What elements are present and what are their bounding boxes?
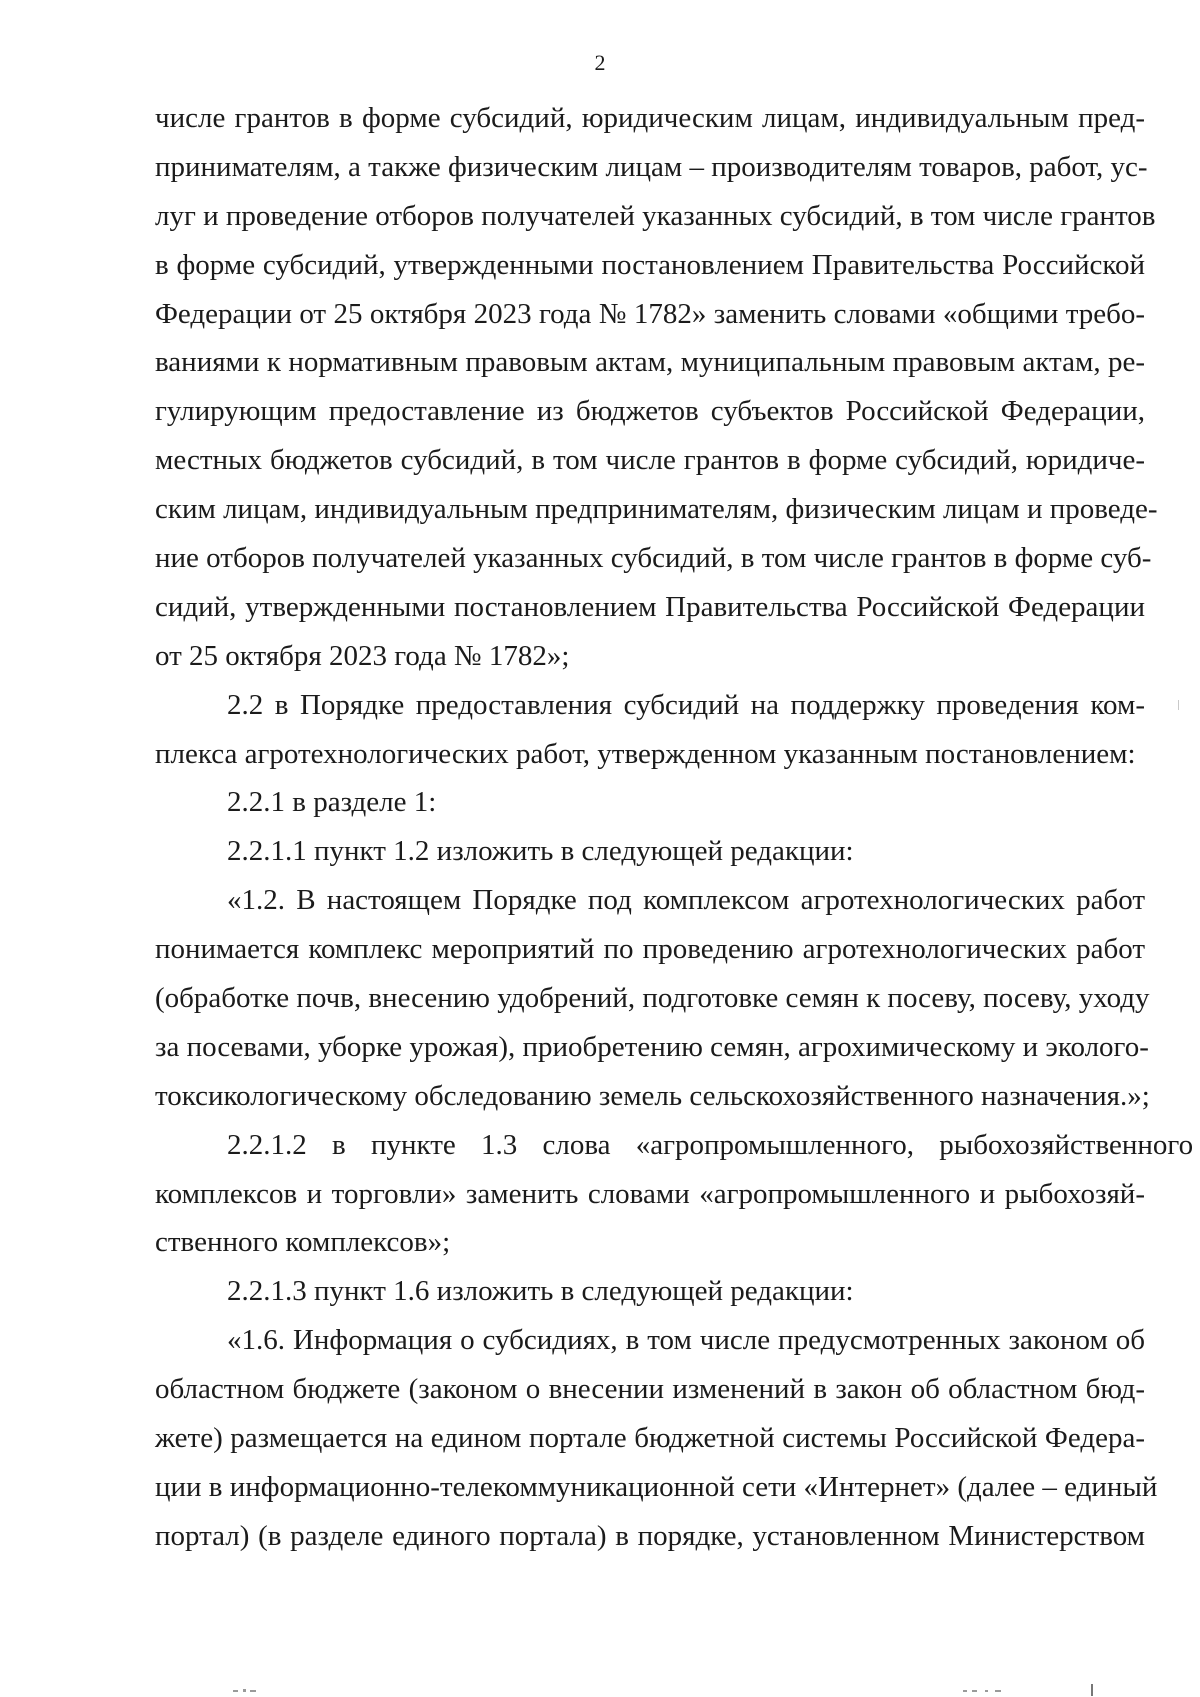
text-line: местных бюджетов субсидий, в том числе грантов в форме субсидий, юридиче- (155, 444, 1145, 477)
scan-artifact-bottom-left (243, 1689, 246, 1692)
text-line: принимателям, а также физическим лицам – производителям товаров, работ, ус- (155, 150, 1148, 183)
document-body (155, 94, 1194, 1561)
scan-artifact-right-margin (1178, 700, 1179, 710)
text-line: числе грантов в форме субсидий, юридическим лицам, индивидуальным пред- (155, 102, 1145, 134)
text-line: от 25 октября 2023 года № 1782»; (155, 639, 570, 672)
scan-artifact-bottom-left (250, 1690, 256, 1692)
text-line: областном бюджете (законом о внесении изменений в закон об областном бюд- (155, 1373, 1145, 1406)
text-line: ции в информационно-телекоммуникационной сети «Интернет» (далее – единый (155, 1470, 1158, 1503)
text-line: луг и проведение отборов получателей указанных субсидий, в том числе грантов (155, 199, 1156, 232)
text-line: Федерации от 25 октября 2023 года № 1782» заменить словами «общими требо- (155, 297, 1145, 330)
paragraph-2-2-1: 2.2.1 в разделе 1: (227, 786, 437, 819)
text-line: понимается комплекс мероприятий по проведению агротехнологических работ (155, 933, 1145, 966)
text-line: ским лицам, индивидуальным предпринимателям, физическим лицам и проведе- (155, 493, 1158, 526)
text-line: ственного комплексов»; (155, 1226, 451, 1259)
text-line: за посевами, уборке урожая), приобретению семян, агрохимическому и эколого- (155, 1030, 1149, 1063)
scan-artifact-bottom-right (995, 1690, 1001, 1692)
scan-artifact-bottom-right (985, 1690, 988, 1692)
paragraph-2-2-start: 2.2 в Порядке предоставления субсидий на поддержку проведения ком- (227, 688, 1145, 721)
text-line: портал) (в разделе единого портала) в порядке, установленном Министерством (155, 1519, 1145, 1552)
paragraph-2-2-1-1: 2.2.1.1 пункт 1.2 изложить в следующей редакции: (227, 835, 854, 868)
text-line: плекса агротехнологических работ, утвержденном указанным постановлением: (155, 737, 1136, 770)
paragraph-1-2-start: «1.2. В настоящем Порядке под комплексом агротехнологических работ (227, 884, 1145, 917)
text-line: сидий, утвержденными постановлением Правительства Российской Федерации (155, 590, 1145, 623)
text-line: жете) размещается на едином портале бюджетной системы Российской Федера- (155, 1422, 1145, 1455)
paragraph-2-2-1-2-start: 2.2.1.2 в пункте 1.3 слова «агропромышленного, рыбохозяйственного (227, 1128, 1194, 1161)
paragraph-1-6-start: «1.6. Информация о субсидиях, в том числе предусмотренных законом об (227, 1324, 1145, 1357)
text-line: токсикологическому обследованию земель сельскохозяйственного назначения.»; (155, 1079, 1150, 1112)
paragraph-2-2-1-3: 2.2.1.3 пункт 1.6 изложить в следующей редакции: (227, 1275, 854, 1308)
scan-artifact-bottom-right (1091, 1684, 1093, 1696)
text-line: гулирующим предоставление из бюджетов субъектов Российской Федерации, (155, 395, 1145, 428)
text-line: комплексов и торговли» заменить словами «агропромышленного и рыбохозяй- (155, 1177, 1145, 1210)
scan-artifact-bottom-right (963, 1690, 967, 1692)
scan-artifact-bottom-left (233, 1690, 238, 1692)
scan-artifact-bottom-right (972, 1690, 977, 1692)
text-line: ваниями к нормативным правовым актам, муниципальным правовым актам, ре- (155, 346, 1145, 379)
text-line: в форме субсидий, утвержденными постановлением Правительства Российской (155, 248, 1145, 281)
page-number: 2 (594, 50, 606, 75)
text-line: ние отборов получателей указанных субсидий, в том числе грантов в форме суб- (155, 542, 1152, 575)
text-line: (обработке почв, внесению удобрений, подготовке семян к посеву, посеву, уходу (155, 982, 1150, 1015)
